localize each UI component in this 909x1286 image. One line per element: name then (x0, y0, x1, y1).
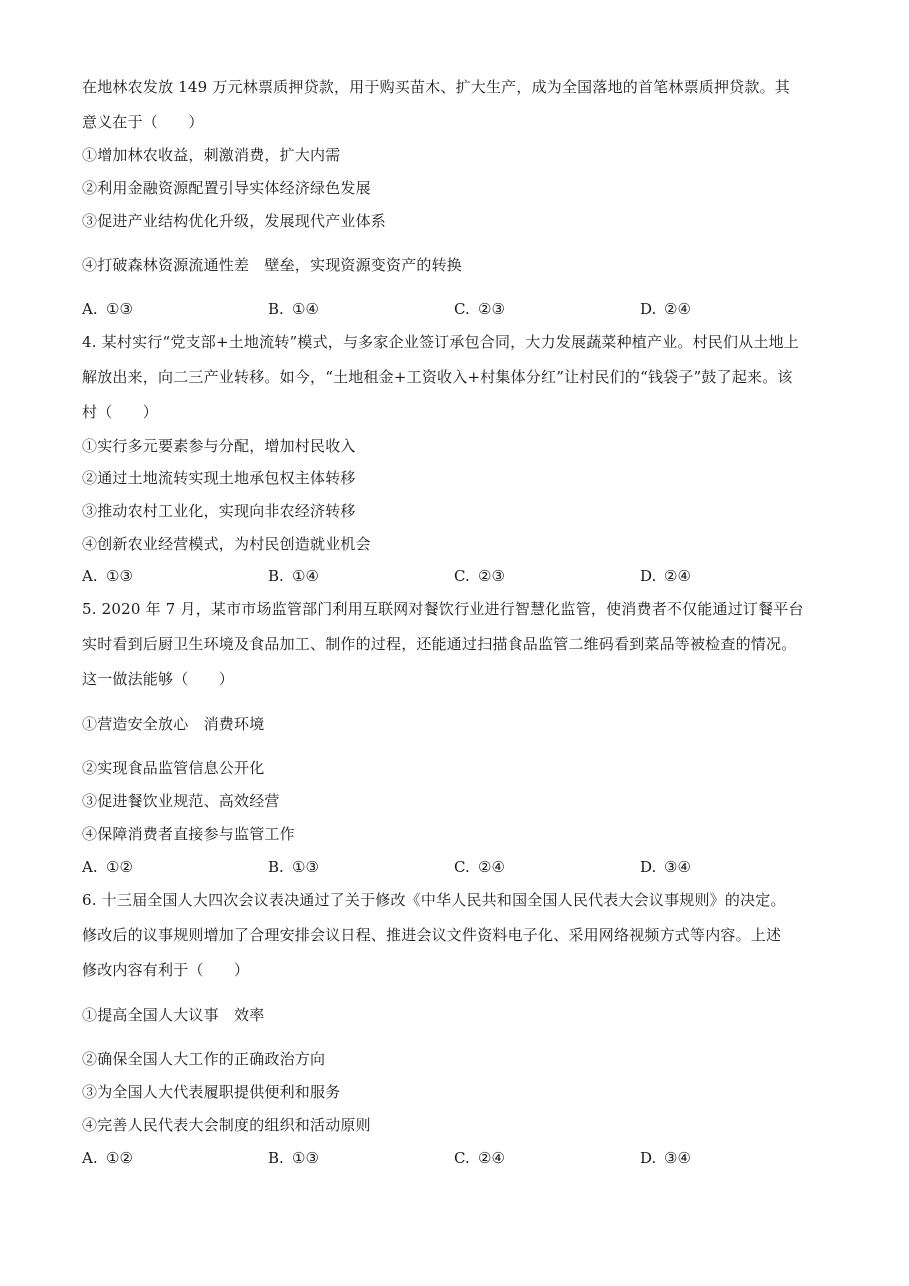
q3-choice-3: ③促进产业结构优化升级，发展现代产业体系 (82, 212, 387, 230)
q3-option-b[interactable]: B. ①④ (268, 300, 319, 318)
q6-choice-2: ②确保全国人大工作的正确政治方向 (82, 1050, 326, 1068)
q3-stem-line-2: 意义在于（ ） (82, 113, 204, 131)
q5-choice-3: ③促进餐饮业规范、高效经营 (82, 792, 280, 810)
q4-choice-1: ①实行多元要素参与分配，增加村民收入 (82, 437, 356, 455)
q6-option-c[interactable]: C. ②④ (454, 1149, 505, 1167)
q6-stem-line-2: 修改后的议事规则增加了合理安排会议日程、推进会议文件资料电子化、采用网络视频方式等内容。上述 (82, 926, 782, 944)
q3-option-a[interactable]: A. ①③ (82, 300, 133, 318)
q3-option-c[interactable]: C. ②③ (454, 300, 505, 318)
q6-choice-1: ①提高全国人大议事 效率 (82, 1006, 265, 1024)
q6-stem-line-3: 修改内容有利于（ ） (82, 961, 250, 979)
q4-choice-3: ③推动农村工业化，实现向非农经济转移 (82, 502, 356, 520)
q6-option-b[interactable]: B. ①③ (268, 1149, 319, 1167)
q4-stem-line-3: 村（ ） (82, 403, 159, 421)
q4-stem-line-1: 4. 某村实行“党支部+土地流转”模式，与多家企业签订承包合同，大力发展蔬菜种植产业。村民们从土地上 (82, 333, 799, 351)
q6-choice-4: ④完善人民代表大会制度的组织和活动原则 (82, 1116, 371, 1134)
q4-option-c[interactable]: C. ②③ (454, 567, 505, 585)
q4-choice-2: ②通过土地流转实现土地承包权主体转移 (82, 469, 356, 487)
q4-choice-4: ④创新农业经营模式，为村民创造就业机会 (82, 535, 371, 553)
q3-option-d[interactable]: D. ②④ (640, 300, 691, 318)
q4-option-b[interactable]: B. ①④ (268, 567, 319, 585)
q3-choice-4: ④打破森林资源流通性差 壁垒，实现资源变资产的转换 (82, 256, 463, 274)
q5-option-d[interactable]: D. ③④ (640, 858, 691, 876)
q3-choice-1: ①增加林农收益，刺激消费，扩大内需 (82, 146, 341, 164)
q5-stem-line-3: 这一做法能够（ ） (82, 670, 235, 688)
q5-choice-4: ④保障消费者直接参与监管工作 (82, 825, 295, 843)
q6-options (82, 1148, 822, 1168)
q3-options (82, 299, 822, 319)
q4-stem-line-2: 解放出来，向二三产业转移。如今，“土地租金+工资收入+村集体分红”让村民们的“钱袋子”鼓了起来。该 (82, 368, 793, 386)
q4-option-d[interactable]: D. ②④ (640, 567, 691, 585)
q5-option-a[interactable]: A. ①② (82, 858, 133, 876)
q5-options (82, 857, 822, 877)
q4-options (82, 566, 822, 586)
q6-choice-3: ③为全国人大代表履职提供便利和服务 (82, 1083, 341, 1101)
q5-stem-line-2: 实时看到后厨卫生环境及食品加工、制作的过程，还能通过扫描食品监管二维码看到菜品等被检查的情况。 (82, 635, 797, 653)
q4-option-a[interactable]: A. ①③ (82, 567, 133, 585)
q5-option-c[interactable]: C. ②④ (454, 858, 505, 876)
q5-stem-line-1: 5. 2020 年 7 月，某市市场监管部门利用互联网对餐饮行业进行智慧化监管，使消费者不仅能通过订餐平台 (82, 600, 804, 618)
q6-stem-line-1: 6. 十三届全国人大四次会议表决通过了关于修改《中华人民共和国全国人民代表大会议事规则》的决定。 (82, 891, 786, 909)
q5-choice-1: ①营造安全放心 消费环境 (82, 715, 265, 733)
q6-option-d[interactable]: D. ③④ (640, 1149, 691, 1167)
q3-choice-2: ②利用金融资源配置引导实体经济绿色发展 (82, 179, 371, 197)
q5-option-b[interactable]: B. ①③ (268, 858, 319, 876)
q6-option-a[interactable]: A. ①② (82, 1149, 133, 1167)
q3-stem-line-1: 在地林农发放 149 万元林票质押贷款，用于购买苗木、扩大生产，成为全国落地的首笔林票质押贷款。其 (82, 78, 790, 96)
q5-choice-2: ②实现食品监管信息公开化 (82, 759, 265, 777)
